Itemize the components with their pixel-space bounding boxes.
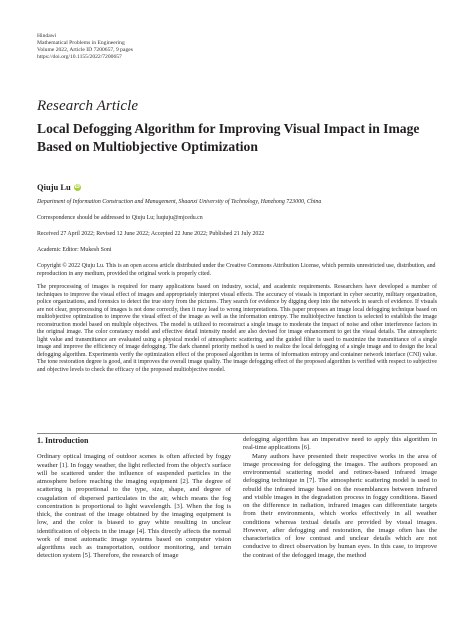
- author-name: Qiuju Lu: [37, 182, 71, 192]
- body-paragraph: defogging algorithm has an imperative need to apply this algorithm in real-time applications [6].: [243, 436, 437, 452]
- body-paragraph: Ordinary optical imaging of outdoor scenes is often affected by foggy weather [1]. In foggy weather, the light reflected from the object's surface will be scattered under the influence of suspended particles in the atmosphere before reaching the imaging equipment [2]. The degree of scattering is proportional to the type, size, shape, and degree of coagulation of dispersed particulates in the air, which means the fog concentration is proportional to light wavelength. [3]. When the fog is thick, the contrast of the image obtained by the imaging equipment is low, and the color is biased to gray white resulting in unclear identification of objects in the image [4]. This directly affects the normal work of most automatic image systems based on computer vision algorithms such as transportation, outdoor monitoring, and terrain detection system [5]. Therefore, the research of image: [37, 453, 231, 560]
- article-type: Research Article: [37, 98, 139, 114]
- body-column-left: [37, 436, 231, 561]
- journal-volume: Volume 2022, Article ID 7200657, 9 pages: [37, 47, 133, 54]
- publisher-name: Hindawi: [37, 33, 57, 39]
- body-column-right: [243, 436, 437, 560]
- divider: [37, 433, 437, 434]
- journal-doi-link[interactable]: https://doi.org/10.1155/2022/7200657: [37, 54, 122, 61]
- body-paragraph: Many authors have presented their respective works in the area of image processing for defogging the images. The authors proposed an environmental scattering model and retinex-based infrared image defogging technique in [7]. The atmospheric scattering model is used to rebuild the infrared image based on the resemblances between infrared and visible images in the degradation process in foggy conditions. Based on the difference in radiation, infrared images can differentiate targets from their environments, which works effectively in all weather conditions whereas textual details are provided by visual images. However, after defogging and restoration, the image often has the characteristics of low contrast and unclear details which are not conducive to direct observation by human eyes. In this case, to improve the contrast of the defogged image, the method: [243, 452, 437, 559]
- author-line: [37, 182, 81, 192]
- journal-name: Mathematical Problems in Engineering: [37, 40, 125, 47]
- copyright-notice: Copyright © 2022 Qiuju Lu. This is an open access article distributed under the Creative Commons Attribution License, which permits unrestricted use, distribution, and reproduction in any medium, provided the original work is properly cited.: [37, 263, 436, 277]
- paper-title: Local Defogging Algorithm for Improving Visual Impact in Image Based on Multiobjective Optimization: [37, 121, 420, 154]
- abstract: The preprocessing of images is required for many applications based on industry, social, and academic requirements. Researchers have developed a number of techniques to improve the visual effect of images and appropriately interpret visual effects. The accuracy of visuals is important in cyber security, military organization, police organizations, and forensics to detect the true story from the pictures. They search for evidence by digging deep into the network in search of evidence. If visuals are not clear, preprocessing of images is not done correctly, then it may lead to wrong interpretations. This paper proposes an image local defogging technique based on multiobjective optimization to improve the visual effect of the image as well as the information entropy. The multiobjective function is selected to establish the image reconstruction model based on multiple objectives. The model is utilized to reconstruct a single image to moderate the impact of noise and other interference factors in the original image. The color constancy model and effective detail intensity model are also devised for image enhancement to get the visual details. The atmospheric light value and transmittance are evaluated using a physical model of atmospheric scattering, and the guided filter is used to maximize the transmittance of a single image and improve the efficiency of image defogging. The dark channel priority method is used to realize the local defogging of a single image and to design the local defogging algorithm. Experiments verify the optimization effect of the proposed algorithm in terms of information entropy and container network interface (CNI) value. The tone restoration degree is good, and it improves the overall image quality. The image defogging effect of the proposed algorithm is verified with respect to subjective and objective levels to check the efficacy of the proposed multiobjective model.: [37, 284, 437, 374]
- author-affiliation: Department of Information Construction and Management, Shaanxi University of Technology, Hanzhong 723000, China: [37, 199, 322, 205]
- journal-header: [37, 33, 133, 61]
- section-heading: 1. Introduction: [37, 436, 89, 445]
- orcid-icon[interactable]: iD: [74, 184, 80, 190]
- publication-dates: Received 27 April 2022; Revised 12 June 2022; Accepted 22 June 2022; Published 21 July 2022: [37, 231, 265, 237]
- academic-editor: Academic Editor: Mukesh Soni: [37, 247, 112, 253]
- correspondence: Correspondence should be addressed to Qiuju Lu; luqiuju@mjcedu.cn: [37, 215, 203, 221]
